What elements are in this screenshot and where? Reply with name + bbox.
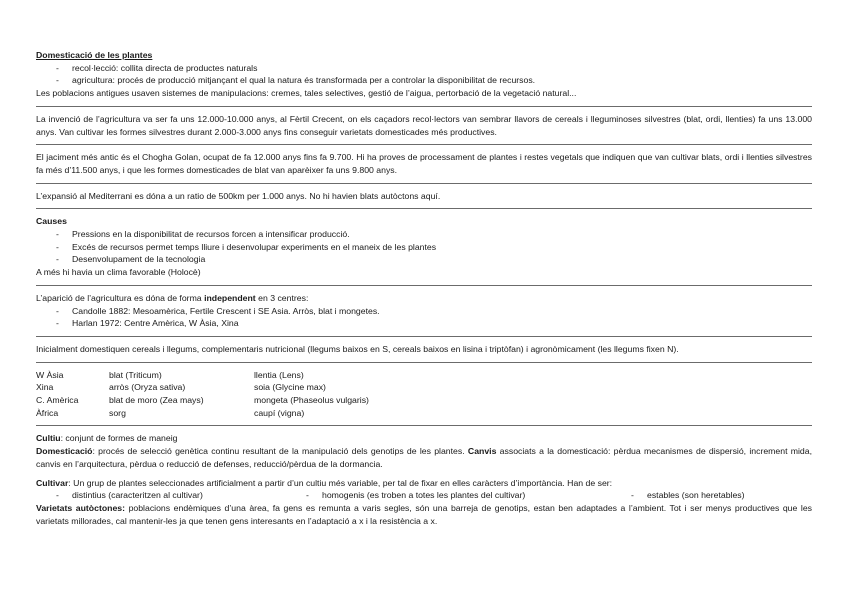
list-item: - estables (son heretables) xyxy=(631,490,745,501)
table-cell: arròs (Oryza sativa) xyxy=(109,382,186,393)
paragraph: Domesticació: procés de selecció genètica continu resultant de la manipulació dels genotips de les plantes. Canvis associats a la domesticació: pèrdua mecanismes de dispersió, increment mida, canvis en l’arquitectura, pèrdua o reducció de defenses, reducció/pèrdua de la dormancia. xyxy=(36,446,813,469)
table-cell: W Àsia xyxy=(36,369,64,380)
list-item: - Candolle 1882: Mesoamèrica, Fertile Crescent i SE Asia. Arròs, blat i mongetes. xyxy=(56,305,812,318)
paragraph: L’aparició de l’agricultura es dóna de forma independent en 3 centres: xyxy=(36,292,309,303)
list-item: - Pressions en la disponibilitat de recursos forcen a intensificar producció. xyxy=(56,228,812,241)
list-item: - recol·lecció: collita directa de productes naturals xyxy=(56,62,812,75)
table-cell: soia (Glycine max) xyxy=(254,382,326,393)
divider xyxy=(36,106,812,107)
crops-table xyxy=(36,369,369,420)
table-cell: sorg xyxy=(109,407,126,418)
paragraph: L’expansió al Mediterrani es dóna a un ratio de 500km per 1.000 anys. No hi havien blats autòctons aquí. xyxy=(36,190,441,201)
divider xyxy=(36,425,812,426)
centres-list xyxy=(36,305,812,330)
definition-list xyxy=(36,62,812,87)
paragraph: Cultiu: conjunt de formes de maneig xyxy=(36,433,178,444)
paragraph: A més hi havia un clima favorable (Holocè) xyxy=(36,267,201,278)
table-cell: Àfrica xyxy=(36,407,59,418)
divider xyxy=(36,362,812,363)
divider xyxy=(36,336,812,337)
section-title: Causes xyxy=(36,216,67,227)
divider xyxy=(36,183,812,184)
cultivar-properties xyxy=(36,489,812,502)
table-row xyxy=(36,394,369,407)
table-row xyxy=(36,369,369,382)
paragraph: Les poblacions antigues usaven sistemes de manipulacions: cremes, tales selectives, gestió de l’aigua, pertorbació de la vegetació natural... xyxy=(36,88,577,99)
table-row xyxy=(36,407,369,420)
table-cell: blat (Triticum) xyxy=(109,369,162,380)
table-cell: blat de moro (Zea mays) xyxy=(109,395,204,406)
list-item: - homogenis (es troben a totes les plantes del cultivar) xyxy=(306,490,526,501)
divider xyxy=(36,144,812,145)
table-cell: C. Amèrica xyxy=(36,395,79,406)
table-row xyxy=(36,381,369,394)
paragraph: Varietats autòctones: poblacions endèmiques d’una àrea, fa gens es remunta a varis segles, són una barreja de genotips, estan ben adaptades a l’ambient. Tot i ser menys productives que les varietats millorades, cal mantenir-les ja que tenen gens interesants en l’adaptació a x i la resistència a x. xyxy=(36,502,813,526)
list-item: - distintius (caracteritzen al cultivar) xyxy=(56,490,203,501)
table-cell: Xina xyxy=(36,382,54,393)
list-item: - Harlan 1972: Centre Amèrica, W Àsia, Xina xyxy=(56,317,812,330)
table-cell: caupí (vigna) xyxy=(254,407,305,418)
causes-list xyxy=(36,228,812,266)
table-cell: llentia (Lens) xyxy=(254,369,304,380)
paragraph: La invenció de l’agricultura va ser fa uns 12.000-10.000 anys, al Fèrtil Crecent, on els caçadors recol·lectors van sembrar llavors de cereals i lleguminoses silvestres (blat, ordi, llenties) fa uns 13.000 anys. Van cultivar les formes silvestres durant 2.000-3.000 anys fins conseguir varietats domesticades més productives. xyxy=(36,113,812,137)
list-item: - Excés de recursos permet temps lliure i desenvolupar experiments en el maneix de les plantes xyxy=(56,241,812,254)
paragraph: Cultivar: Un grup de plantes seleccionades artificialment a partir d’un cultiu més variable, per tal de fixar en elles caràcters d’importància. Han de ser: xyxy=(36,477,613,488)
table-cell: mongeta (Phaseolus vulgaris) xyxy=(254,395,369,406)
section-title: Domesticació de les plantes xyxy=(36,50,153,60)
divider xyxy=(36,208,812,209)
divider xyxy=(36,285,812,286)
document-body xyxy=(36,49,812,527)
list-item: - agricultura: procés de producció mitjançant el qual la natura és transformada per a controlar la disponibilitat de recursos. xyxy=(56,74,812,87)
list-item: - Desenvolupament de la tecnologia xyxy=(56,253,812,266)
paragraph: Inicialment domestiquen cereals i llegums, complementaris nutricional (llegums baixos en S, cereals baixos en lisina i triptòfan) i agronòmicament (les llegums fixen N). xyxy=(36,343,679,354)
paragraph: El jaciment més antic és el Chogha Golan, ocupat de fa 12.000 anys fins fa 9.700. Hi ha proves de processament de plantes i restes vegetals que indiquen que van cultivar blats, ordi i llenties silvestres fa més d’11.500 anys, i que les formes domesticades de blat van aparèixer fa uns 9.800 anys. xyxy=(36,152,812,175)
